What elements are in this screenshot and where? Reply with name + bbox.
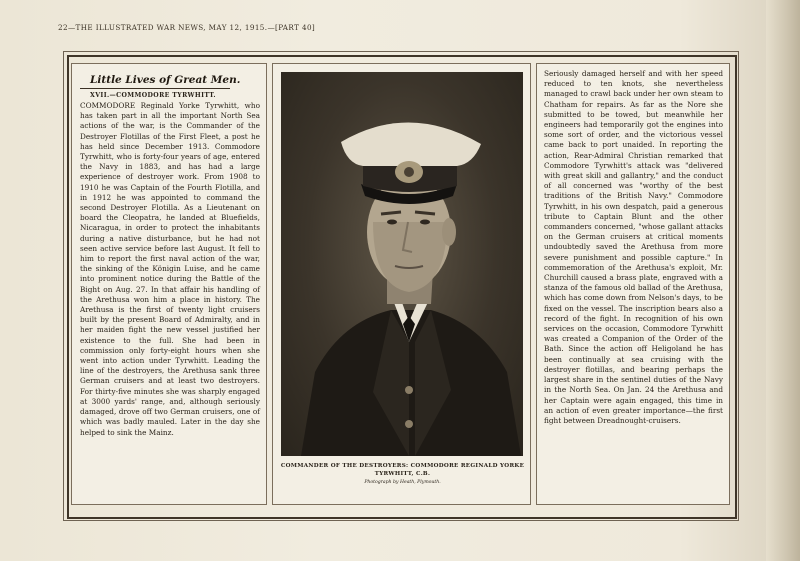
article-column-right <box>536 63 730 505</box>
running-head: 22—THE ILLUSTRATED WAR NEWS, MAY 12, 1915.—[PART 40] <box>58 23 316 32</box>
photo-caption: COMMANDER OF THE DESTROYERS: COMMODORE REGINALD YORKE TYRWHITT, C.B. <box>280 463 525 477</box>
feature-title: Little Lives of Great Men. <box>90 74 241 86</box>
article-text-left: COMMODORE Reginald Yorke Tyrwhitt, who has taken part in all the important North Sea actions of the war, is the Commander of the Destroyer Flotillas of the First Fleet, a post he has held since December 1913. Commodore Tyrwhitt, who is forty-four years of age, entered the Navy in 1883, and has had a large experience of destroyer work. From 1908 to 1910 he was Captain of the Fourth Flotilla, and in 1912 he was appointed to command the second Destroyer Flotilla. As a Lieutenant on board the Cleopatra, he landed at Bluefields, Nicaragua, in order to protect the inhabitants during a native disturbance, but he had not seen active service before last August. It fell to him to report the first naval action of the war, the sinking of the Königin Luise, and he came into prominent notice during the Battle of the Bight on Aug. 27. In that affair his handling of the Arethusa won him a place in history. The Arethusa is the first of twenty light cruisers built by the present Board of Admiralty, and in her maiden fight the new vessel justified her existence to the full. She had been in commission only forty-eight hours when she went into action under Tyrwhitt. Leading the line of the destroyers, the Arethusa sank three German cruisers and at least two destroyers. For thirty-five minutes she was sharply engaged at 3000 yards' range, and, although seriously damaged, drove off two German cruisers, one of which was badly mauled. Later in the day she helped to sink the Mainz. <box>80 101 260 437</box>
photo-column <box>272 63 531 505</box>
page-gutter <box>766 0 800 561</box>
portrait-photo <box>281 72 523 456</box>
feature-subtitle: XVII.—COMMODORE TYRWHITT. <box>90 92 216 99</box>
title-rule <box>80 88 230 89</box>
article-column-left <box>71 63 267 505</box>
article-text-right: Seriously damaged herself and with her speed reduced to ten knots, she nevertheless managed to crawl back under her own steam to Chatham for repairs. As far as the Nore she submitted to be towed, but meanwhile her engineers had temporarily got the engines into some sort of order, and the victorious vessel came back to port unaided. In reporting the action, Rear-Admiral Christian remarked that Commodore Tyrwhitt's attack was "delivered with great skill and gallantry," and the conduct of all concerned was "worthy of the best traditions of the British Navy." Commodore Tyrwhitt, in his own despatch, paid a generous tribute to Captain Blunt and the other commanders concerned, "whose gallant attacks on the German cruisers at critical moments undoubtedly saved the Arethusa from more severe punishment and possible capture." In commemoration of the Arethusa's exploit, Mr. Churchill caused a brass plate, engraved with a stanza of the famous old ballad of the Arethusa, which has come down from Nelson's days, to be fixed on the vessel. The inscription bears also a record of the fight. In recognition of his own services on the occasion, Commodore Tyrwhitt was created a Companion of the Order of the Bath. Since the action off Heligoland he has been continually at sea cruising with the destroyer flotillas, and bearing perhaps the largest share in the sentinel duties of the Navy in the North Sea. On Jan. 24 the Arethusa and her Captain were again engaged, this time in an action of even greater importance—the first fight between Dreadnought-cruisers. <box>544 69 723 425</box>
portrait-illustration <box>281 72 523 456</box>
photo-credit: Photograph by Heath, Plymouth. <box>364 480 441 485</box>
